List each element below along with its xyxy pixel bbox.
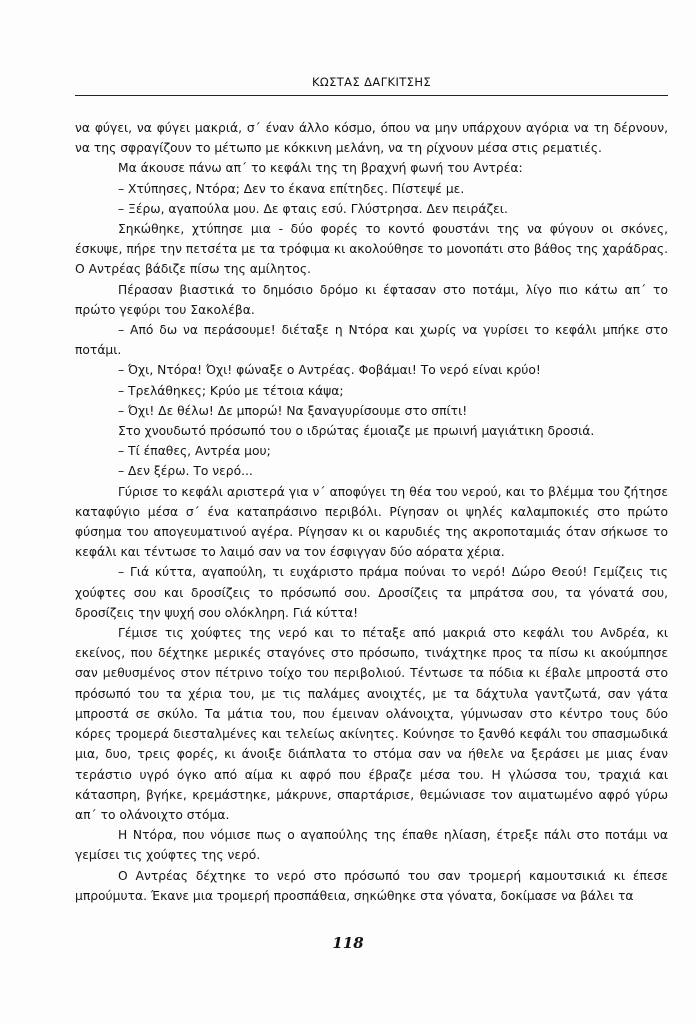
- header-rule: [75, 95, 668, 96]
- dialogue-line: – Όχι! Δε θέλω! Δε μπορώ! Να ξαναγυρίσουμε στο σπίτι!: [118, 403, 468, 418]
- paragraph: Γύρισε το κεφάλι αριστερά για ν΄ αποφύγει τη θέα του νερού, και το βλέμμα του ζήτησε καταφύγιο μέσα σ΄ ένα καταπράσινο περιβόλι. Ρίγησαν οι ψηλές καλαμποκιές στο πρώτο φύσημα του απογευματινού αγέρα. Ρίγησαν κι οι καρυδιές της ακροποταμιάς όταν σήκωσε το κεφάλι και τέντωσε το λαιμό σαν να τον έσφιγγαν δύο αόρατα χέρια.: [75, 484, 668, 560]
- dialogue-line: – Δεν ξέρω. Το νερό...: [118, 464, 253, 479]
- paragraph: Σηκώθηκε, χτύπησε μια - δύο φορές το κοντό φουστάνι της να φύγουν οι σκόνες, έσκυψε, πήρε την πετσέτα με τα τρόφιμα κι ακολούθησε το μονοπάτι στο βάθος της χαράδρας. Ο Αντρέας βάδιζε πίσω της αμίλητος.: [75, 222, 668, 277]
- paragraph: Στο χνουδωτό πρόσωπό του ο ιδρώτας έμοιαζε με πρωινή μαγιάτικη δροσιά.: [118, 424, 595, 439]
- body-text: [75, 118, 668, 906]
- dialogue-line: – Όχι, Ντόρα! Όχι! φώναξε ο Αντρέας. Φοβάμαι! Το νερό είναι κρύο!: [118, 363, 541, 378]
- paragraph: Πέρασαν βιαστικά το δημόσιο δρόμο κι έφτασαν στο ποτάμι, λίγο πιο κάτω απ΄ το πρώτο γεφύρι του Σακολέβα.: [75, 282, 668, 317]
- dialogue-line: – Τρελάθηκες; Κρύο με τέτοια κάψα;: [118, 383, 344, 398]
- dialogue-line: – Τί έπαθες, Αντρέα μου;: [118, 444, 271, 459]
- paragraph: Γέμισε τις χούφτες της νερό και το πέταξε από μακριά στο κεφάλι του Ανδρέα, κι εκείνος, που δέχτηκε μερικές σταγόνες στο πρόσωπο, τινάχτηκε προς τα πίσω κι ακούμπησε σαν μεθυσμένος στον πέτρινο τοίχο του περιβολιού. Τέντωσε τα πόδια κι έβαλε μπροστά στο πρόσωπό του τα χέρια του, με τις παλάμες ανοιχτές, με τα δάχτυλα γαντζωτά, σαν γάτα μπροστά σε σκύλο. Τα μάτια του, που έμειναν ολάνοιχτα, γύμνωσαν στο κέντρο τους δύο κόρες τρομερά διεσταλμένες και τελείως ακίνητες. Κούνησε το ξανθό κεφάλι του σπασμωδικά μια, δυο, τρεις φορές, κι άνοιξε διάπλατα το στόμα σαν να ήθελε να ξεράσει με μιας έναν τεράστιο υγρό όγκο από αίμα κι αφρό που έβραζε μέσα του. Η γλώσσα του, τραχιά και κάτασπρη, βγήκε, κρεμάστηκε, μάκρυνε, σπαρτάρισε, θεμώνιασε τον αιματωμένο αφρό γύρω απ΄ το ολάνοιχτο στόμα.: [75, 626, 668, 822]
- dialogue-line: – Ξέρω, αγαπούλα μου. Δε φταις εσύ. Γλύστρησα. Δεν πειράζει.: [118, 201, 508, 216]
- running-header: ΚΩΣΤΑΣ ΔΑΓΚΙΤΣΗΣ: [311, 75, 432, 89]
- paragraph: Η Ντόρα, που νόμισε πως ο αγαπούλης της έπαθε ηλίαση, έτρεξε πάλι στο ποτάμι να γεμίσει τις χούφτες της νερό.: [75, 828, 668, 863]
- paragraph: Μα άκουσε πάνω απ΄ το κεφάλι της τη βραχνή φωνή του Αντρέα:: [118, 161, 523, 176]
- dialogue-line: – Από δω να περάσουμε! διέταξε η Ντόρα και χωρίς να γυρίσει το κεφάλι μπήκε στο ποτάμι.: [75, 323, 668, 358]
- paragraph-continuation: να φύγει, να φύγει μακριά, σ΄ έναν άλλο κόσμο, όπου να μην υπάρχουν αγόρια να τη δέρνουν, να της σφραγίζουν το μέτωπο με κόκκινη μελάνη, να τη ρίχνουν μέσα στις ρεματιές.: [75, 121, 668, 156]
- paragraph: Ο Αντρέας δέχτηκε το νερό στο πρόσωπό του σαν τρομερή καμουτσικιά κι έπεσε μπρούμυτα. Έκανε μια τρομερή προσπάθεια, σηκώθηκε στα γόνατα, δοκίμασε να βάλει τα: [75, 868, 668, 903]
- dialogue-line: – Χτύπησες, Ντόρα; Δεν το έκανα επίτηδες. Πίστεψέ με.: [118, 181, 465, 196]
- dialogue-line: – Γιά κύττα, αγαπούλη, τι ευχάριστο πράμα πούναι το νερό! Δώρο Θεού! Γεμίζεις τις χούφτες σου και δροσίζεις το πρόσωπό σου. Δροσίζεις τα μπράτσα σου, τα γόνατά σου, δροσίζεις την ψυχή σου ολόκληρη. Γιά κύττα!: [75, 565, 668, 620]
- page-number: 118: [332, 934, 364, 952]
